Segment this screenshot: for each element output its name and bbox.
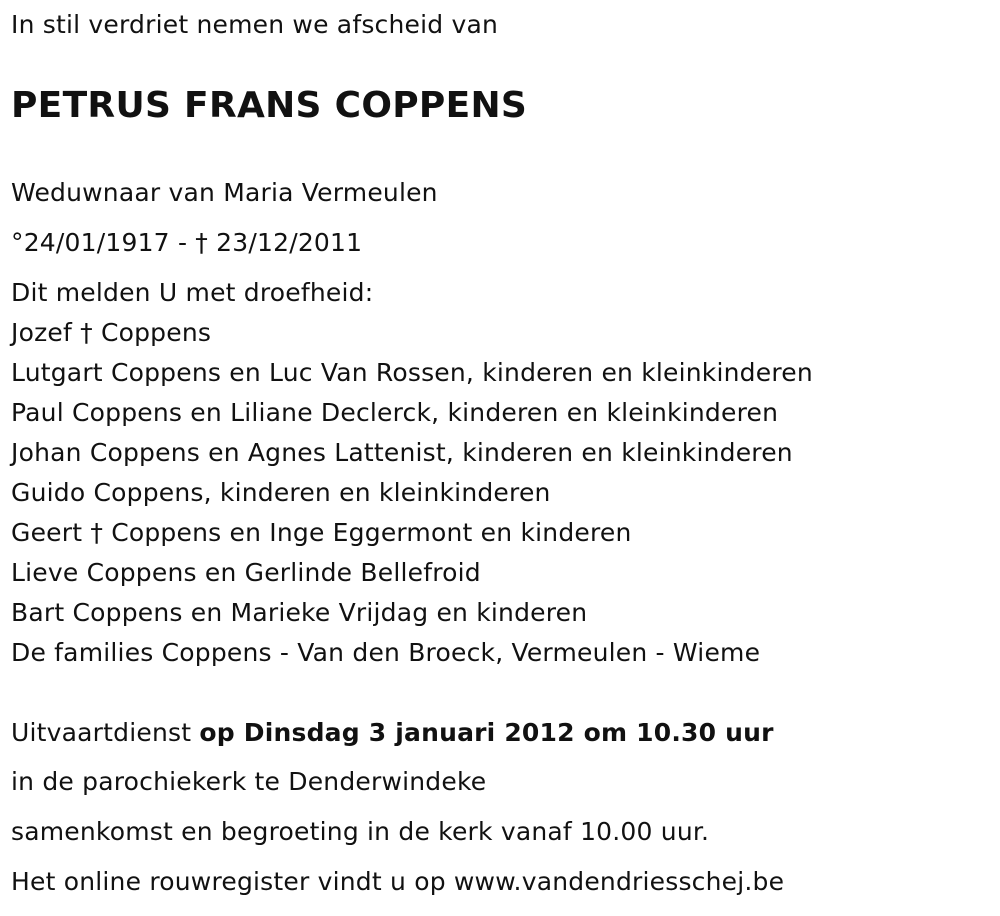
intro-text: In stil verdriet nemen we afscheid van [11,10,499,39]
family-member: Paul Coppens en Liliane Declerck, kinderen en kleinkinderen [11,398,779,427]
gathering-text: samenkomst en begroeting in de kerk vanaf 10.00 uur. [11,817,710,846]
family-member: Bart Coppens en Marieke Vrijdag en kinderen [11,598,588,627]
life-dates: °24/01/1917 - † 23/12/2011 [11,228,363,257]
service-line [11,718,774,748]
family-member: Geert † Coppens en Inge Eggermont en kinderen [11,518,632,547]
family-member: Guido Coppens, kinderen en kleinkinderen [11,478,551,507]
register-text: Het online rouwregister vindt u op www.vandendriesschej.be [11,867,785,896]
service-prefix: Uitvaartdienst [11,718,200,747]
deceased-name: PETRUS FRANS COPPENS [11,85,528,126]
announcement-text: Dit melden U met droefheid: [11,278,374,307]
service-datetime: op Dinsdag 3 januari 2012 om 10.30 uur [199,718,774,747]
family-member: Lieve Coppens en Gerlinde Bellefroid [11,558,481,587]
service-location: in de parochiekerk te Denderwindeke [11,767,487,796]
family-member: De families Coppens - Van den Broeck, Vermeulen - Wieme [11,638,761,667]
family-member: Lutgart Coppens en Luc Van Rossen, kinderen en kleinkinderen [11,358,813,387]
spouse-text: Weduwnaar van Maria Vermeulen [11,178,438,207]
family-member: Johan Coppens en Agnes Lattenist, kinderen en kleinkinderen [11,438,793,467]
family-member: Jozef † Coppens [11,318,212,347]
